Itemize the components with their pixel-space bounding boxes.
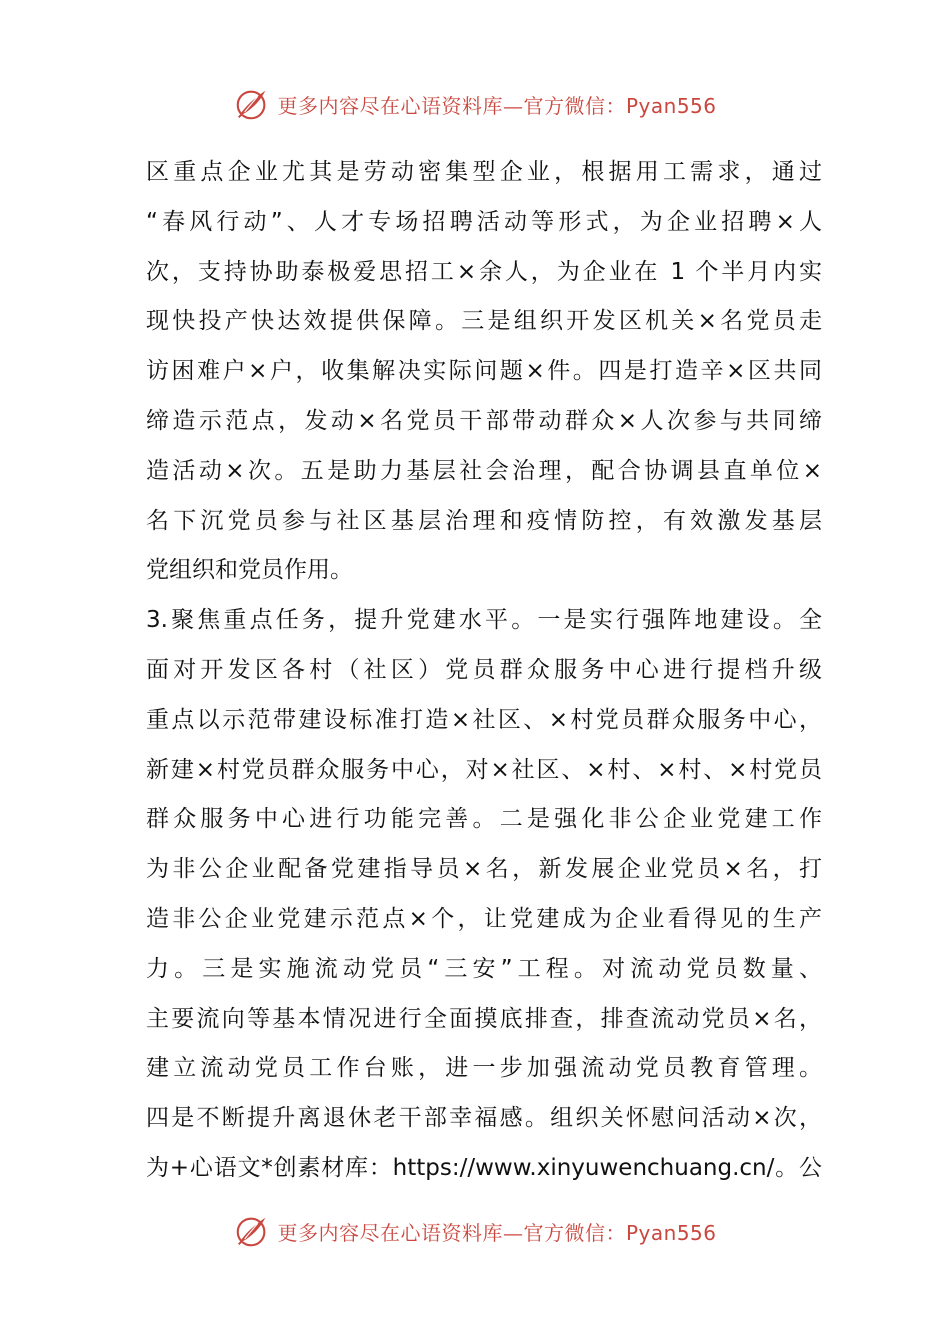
- footer-wechat-id: Pyan556: [625, 1220, 717, 1245]
- body-line: 名下沉党员参与社区基层治理和疫情防控，有效激发基层: [146, 507, 822, 534]
- header-slogan: 更多内容尽在心语资料库—官方微信：: [277, 93, 626, 118]
- document-body: [146, 148, 822, 1194]
- body-line: “春风行动”、人才专场招聘活动等形式，为企业招聘×人: [146, 208, 822, 235]
- body-line: 党组织和党员作用。: [146, 557, 353, 584]
- quill-logo-icon: [233, 1212, 271, 1250]
- body-line: 访困难户×户，收集解决实际问题×件。四是打造辛×区共同: [146, 358, 822, 385]
- body-line: 次，支持协助泰极爱思招工×余人，为企业在 1 个半月内实: [146, 258, 822, 285]
- header-banner-text: [277, 90, 716, 119]
- body-line: 建立流动党员工作台账，进一步加强流动党员教育管理。: [146, 1055, 822, 1082]
- body-line: 主要流向等基本情况进行全面摸底排查，排查流动党员×名，: [146, 1005, 822, 1032]
- body-line: 重点以示范带建设标准打造×社区、×村党员群众服务中心，: [146, 706, 822, 733]
- body-line: 为+心语文*创素材库：https://www.xinyuwenchuang.cn/。公: [146, 1154, 822, 1181]
- body-line: 四是不断提升离退休老干部幸福感。组织关怀慰问活动×次，: [146, 1105, 822, 1132]
- footer-banner: [0, 1211, 950, 1251]
- body-line: 力。三是实施流动党员“三安”工程。对流动党员数量、: [146, 955, 822, 982]
- body-line: 3.聚焦重点任务，提升党建水平。一是实行强阵地建设。全: [146, 607, 822, 634]
- quill-logo-icon: [233, 85, 271, 123]
- body-line: 现快投产快达效提供保障。三是组织开发区机关×名党员走: [146, 308, 822, 335]
- body-line: 缔造示范点，发动×名党员干部带动群众×人次参与共同缔: [146, 407, 822, 434]
- body-line: 造非公企业党建示范点×个，让党建成为企业看得见的生产: [146, 905, 822, 932]
- body-line: 面对开发区各村（社区）党员群众服务中心进行提档升级: [146, 656, 822, 683]
- body-line: 区重点企业尤其是劳动密集型企业，根据用工需求，通过: [146, 159, 822, 185]
- body-line: 群众服务中心进行功能完善。二是强化非公企业党建工作: [146, 806, 822, 833]
- footer-banner-text: [277, 1217, 716, 1246]
- body-line: 为非公企业配备党建指导员×名，新发展企业党员×名，打: [146, 856, 822, 883]
- body-line: 造活动×次。五是助力基层社会治理，配合协调县直单位×: [146, 457, 822, 484]
- header-wechat-id: Pyan556: [625, 93, 717, 118]
- header-banner: [0, 84, 950, 124]
- footer-slogan: 更多内容尽在心语资料库—官方微信：: [277, 1220, 626, 1245]
- body-line: 新建×村党员群众服务中心，对×社区、×村、×村、×村党员: [146, 756, 822, 783]
